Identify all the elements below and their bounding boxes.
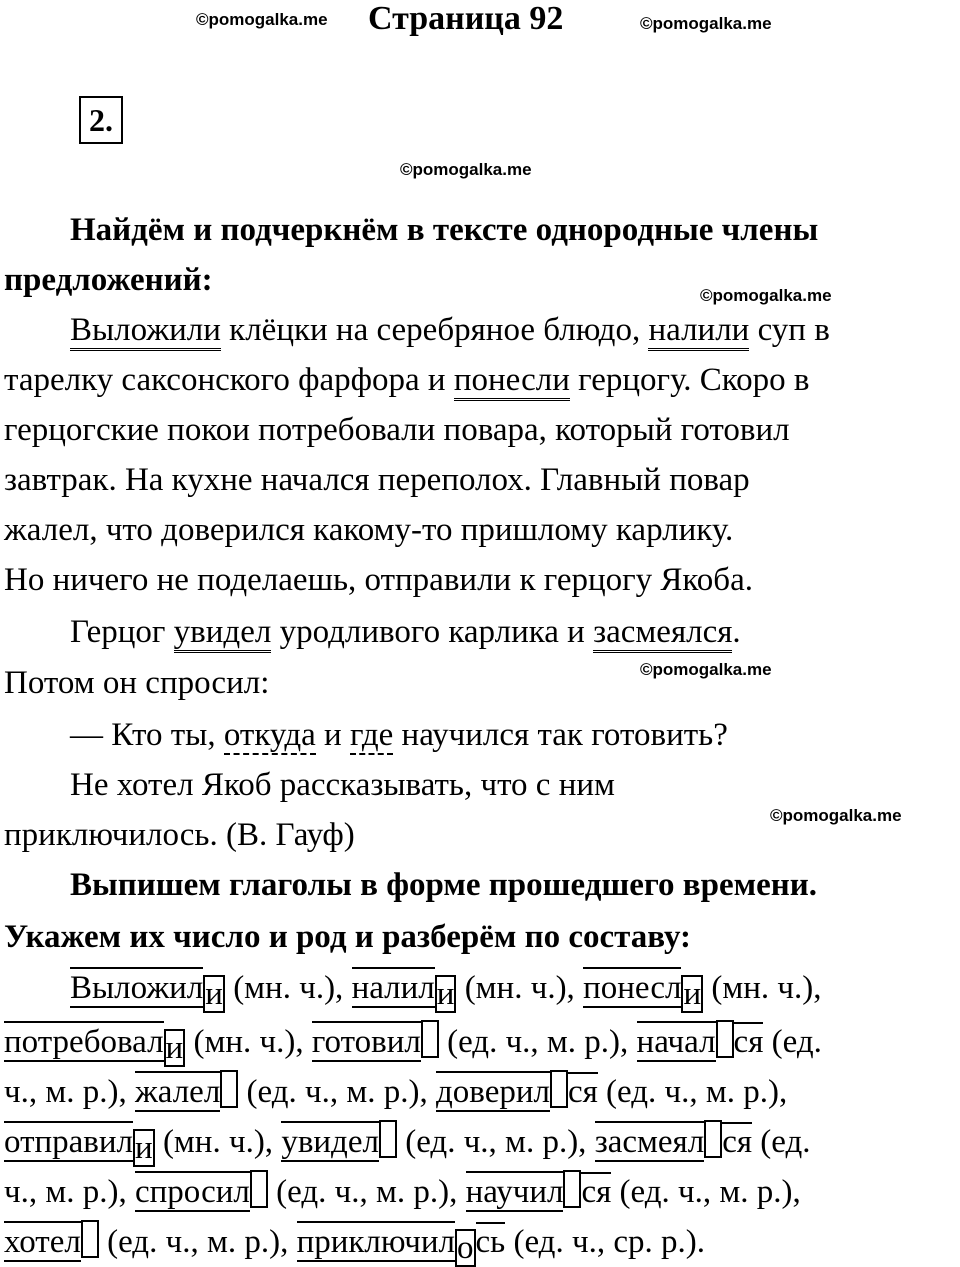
suffix: ся xyxy=(581,1174,612,1210)
underlined-word: увидел xyxy=(174,614,272,653)
ending-box xyxy=(220,1070,238,1108)
text-segment: предложений: xyxy=(4,262,213,298)
word-stem: Выложил xyxy=(70,967,203,1008)
ending-box: о xyxy=(457,1230,474,1266)
underlined-word: понесли xyxy=(454,362,570,401)
text-segment: (мн. ч.), xyxy=(185,1024,312,1060)
ending-box: и xyxy=(205,976,223,1012)
text-line xyxy=(4,310,830,350)
text-line xyxy=(4,865,817,905)
text-segment: клёцки на серебряное блюдо, xyxy=(220,312,649,348)
text-segment: Выпишем глаголы в форме прошедшего времени. xyxy=(4,867,818,903)
text-line xyxy=(4,1120,811,1167)
text-segment: ч., м. р.), xyxy=(4,1074,135,1110)
task-number: 2. xyxy=(79,96,123,144)
text-segment: и xyxy=(315,717,350,753)
text-segment: ч., м. р.), xyxy=(4,1174,135,1210)
underlined-word: откуда xyxy=(223,717,316,753)
text-segment: — Кто ты, xyxy=(4,717,224,753)
ending-box xyxy=(81,1220,99,1258)
page-title: Страница 92 xyxy=(368,0,564,37)
ending-box xyxy=(250,1170,268,1208)
ending-box xyxy=(716,1020,734,1058)
ending-box xyxy=(550,1070,568,1108)
word-stem: потребовал xyxy=(4,1021,164,1062)
ending-box: и xyxy=(135,1130,153,1166)
text-segment: уродливого карлика и xyxy=(271,614,594,650)
text-segment: (ед. ч., м. р.), xyxy=(611,1174,801,1210)
word-stem: хотел xyxy=(4,1221,81,1262)
text-line xyxy=(4,917,691,957)
suffix: ся xyxy=(733,1024,764,1060)
text-segment: (мн. ч.), xyxy=(224,970,352,1006)
word-stem: понесл xyxy=(583,967,681,1008)
underlined-word: Выложили xyxy=(70,312,221,351)
suffix: ся xyxy=(722,1124,753,1160)
watermark: ©pomogalka.me xyxy=(640,14,772,33)
watermark: ©pomogalka.me xyxy=(400,160,532,179)
text-segment: . xyxy=(732,614,741,650)
word-stem: научил xyxy=(466,1171,564,1212)
text-segment xyxy=(4,970,70,1006)
ending-box: и xyxy=(165,1030,184,1066)
text-segment: Потом он спросил: xyxy=(4,665,270,701)
text-segment: жалел, что доверился какому-то пришлому карлику. xyxy=(4,512,734,548)
underlined-word: где xyxy=(349,717,394,753)
text-segment: Найдём и подчеркнём в тексте однородные члены xyxy=(4,212,819,248)
underlined-word: налили xyxy=(648,312,749,351)
text-segment: Но ничего не поделаешь, отправили к герцогу Якоба. xyxy=(4,562,753,598)
ending-box xyxy=(379,1120,397,1158)
text-segment: (ед. xyxy=(763,1024,822,1060)
text-segment: (ед. ч., м. р.), xyxy=(438,1024,637,1060)
text-line xyxy=(4,1070,787,1112)
text-line xyxy=(4,612,741,652)
text-segment: герцогу. Скоро в xyxy=(569,362,810,398)
text-line xyxy=(4,1220,705,1267)
text-line xyxy=(4,765,615,805)
underlined-word: засмеялся xyxy=(593,614,732,653)
text-line xyxy=(4,968,822,1013)
text-segment: (ед. ч., ср. р.). xyxy=(505,1224,705,1260)
text-segment: (ед. ч., м. р.), xyxy=(396,1124,595,1160)
word-stem: доверил xyxy=(436,1071,550,1112)
text-line xyxy=(4,815,355,855)
text-segment xyxy=(4,312,70,348)
ending-box xyxy=(421,1020,439,1058)
text-line xyxy=(4,715,728,755)
text-line xyxy=(4,1170,801,1212)
text-line xyxy=(4,210,818,250)
text-segment: приключилось. (В. Гауф) xyxy=(4,817,355,853)
suffix: ся xyxy=(567,1074,598,1110)
text-segment: (мн. ч.), xyxy=(456,970,584,1006)
watermark: ©pomogalka.me xyxy=(640,660,772,679)
word-stem: приключил xyxy=(297,1221,455,1262)
text-segment: (ед. ч., м. р.), xyxy=(98,1224,297,1260)
word-stem: увидел xyxy=(281,1121,379,1162)
text-line xyxy=(4,560,753,600)
text-segment: (ед. ч., м. р.), xyxy=(238,1074,437,1110)
ending-box xyxy=(563,1170,581,1208)
word-stem: жалел xyxy=(135,1071,220,1112)
watermark: ©pomogalka.me xyxy=(196,10,328,29)
text-segment: (ед. ч., м. р.), xyxy=(267,1174,466,1210)
word-stem: готовил xyxy=(312,1021,421,1062)
text-line xyxy=(4,460,750,500)
text-line xyxy=(4,260,213,300)
text-segment: Укажем их число и род и разберём по составу: xyxy=(4,919,692,955)
text-segment: (мн. ч.), xyxy=(703,970,822,1006)
text-line xyxy=(4,663,269,703)
text-segment: (ед. xyxy=(752,1124,811,1160)
text-segment: суп в xyxy=(749,312,830,348)
text-segment: научился так готовить? xyxy=(393,717,728,753)
text-segment: Герцог xyxy=(4,614,174,650)
text-segment: (ед. ч., м. р.), xyxy=(597,1074,788,1110)
watermark: ©pomogalka.me xyxy=(700,286,832,305)
text-line xyxy=(4,1020,822,1067)
suffix: сь xyxy=(475,1224,506,1260)
text-line xyxy=(4,410,790,450)
text-segment: (мн. ч.), xyxy=(154,1124,282,1160)
ending-box: и xyxy=(683,976,702,1012)
text-segment: герцогские покои потребовали повара, который готовил xyxy=(4,412,790,448)
word-stem: налил xyxy=(352,967,435,1008)
text-line xyxy=(4,360,809,400)
word-stem: начал xyxy=(637,1021,716,1062)
text-line xyxy=(4,510,733,550)
word-stem: отправил xyxy=(4,1121,133,1162)
text-segment: Не хотел Якоб рассказывать, что с ним xyxy=(4,767,615,803)
word-stem: спросил xyxy=(135,1171,250,1212)
ending-box xyxy=(704,1120,722,1158)
text-segment: тарелку саксонского фарфора и xyxy=(4,362,454,398)
text-segment: завтрак. На кухне начался переполох. Главный повар xyxy=(4,462,750,498)
word-stem: засмеял xyxy=(595,1121,705,1162)
watermark: ©pomogalka.me xyxy=(770,806,902,825)
ending-box: и xyxy=(436,976,455,1012)
